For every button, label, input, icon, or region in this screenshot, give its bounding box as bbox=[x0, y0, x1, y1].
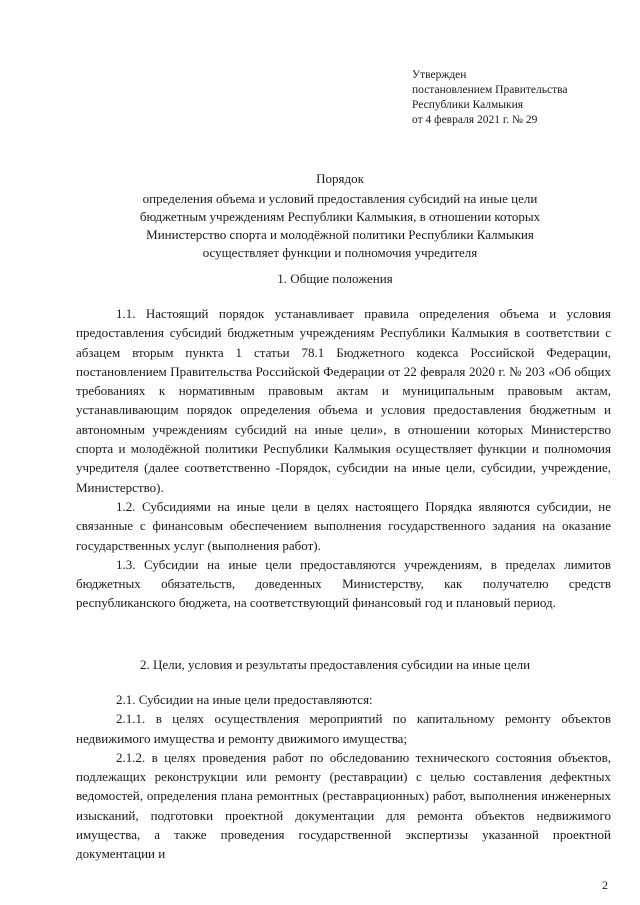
paragraph: 2.1.1. в целях осуществления мероприятий по капитальному ремонту объектов недвижимого имущества и ремонту движимого имущества; bbox=[76, 711, 611, 746]
approval-line: постановлением Правительства bbox=[412, 84, 568, 96]
title-line: Министерство спорта и молодёжной политики Республики Калмыкия bbox=[146, 227, 534, 242]
title-line: осуществляет функции и полномочия учредителя bbox=[202, 245, 478, 260]
paragraph: 2.1. Субсидии на иные цели предоставляются: bbox=[116, 692, 373, 707]
page-number: 2 bbox=[602, 878, 608, 892]
approval-stamp bbox=[412, 68, 622, 128]
approval-line: Утвержден bbox=[412, 69, 467, 81]
title-line: определения объема и условий предоставления субсидий на иные цели bbox=[142, 191, 538, 206]
paragraph: 1.1. Настоящий порядок устанавливает правила определения объема и условия предоставления субсидий бюджетным учреждениям Республики Калмыкия в соответствии с абзацем вторым пункта 1 статьи 78.1 Бюджетного кодекса Российской Федерации, постановлением Правительства Российской Федерации от 22 февраля 2020 г. № 203 «Об общих требованиях к нормативным правовым актам и муниципальным правовым актам, устанавливающим порядок определения объема и условия предоставления бюджетным и автономным учреждениям субсидий на иные цели», в отношении которых Министерство спорта и молодёжной политики Республики Калмыкия осуществляет функции и полномочия учредителя (далее соответственно -Порядок, субсидии на иные цели, субсидии, учреждение, Министерство). bbox=[76, 306, 611, 495]
section-heading-goals: 2. Цели, условия и результаты предоставления субсидии на иные цели bbox=[139, 657, 531, 672]
section-heading-general: 1. Общие положения bbox=[277, 271, 393, 286]
section-general-body bbox=[76, 304, 611, 613]
document-title bbox=[70, 170, 610, 262]
paragraph: 1.3. Субсидии на иные цели предоставляются учреждениям, в пределах лимитов бюджетных обязательств, доведенных Министерству, как получателю средств республиканского бюджета, на соответствующий финансовый год и плановый период. bbox=[76, 556, 611, 611]
approval-line: от 4 февраля 2021 г. № 29 bbox=[412, 114, 538, 126]
title-word: Порядок bbox=[316, 171, 364, 186]
approval-line: Республики Калмыкия bbox=[412, 99, 524, 111]
section-goals-body bbox=[76, 690, 611, 864]
paragraph: 1.2. Субсидиями на иные цели в целях настоящего Порядка являются субсидии, не связанные с финансовым обеспечением выполнения государственного задания на оказание государственных услуг (выполнения работ). bbox=[76, 498, 611, 553]
paragraph: 2.1.2. в целях проведения работ по обследованию технического состояния объектов, подлежащих реконструкции или ремонту (реставрации) с целью составления дефектных ведомостей, определения плана ремонтных (реставрационных) работ, выполнения инженерных изысканий, подготовки проектной документации для ремонта объектов недвижимого имущества, а также проведения государственной экспертизы указанной проектной документации и bbox=[76, 749, 611, 862]
title-line: бюджетным учреждениям Республики Калмыкия, в отношении которых bbox=[139, 209, 541, 224]
